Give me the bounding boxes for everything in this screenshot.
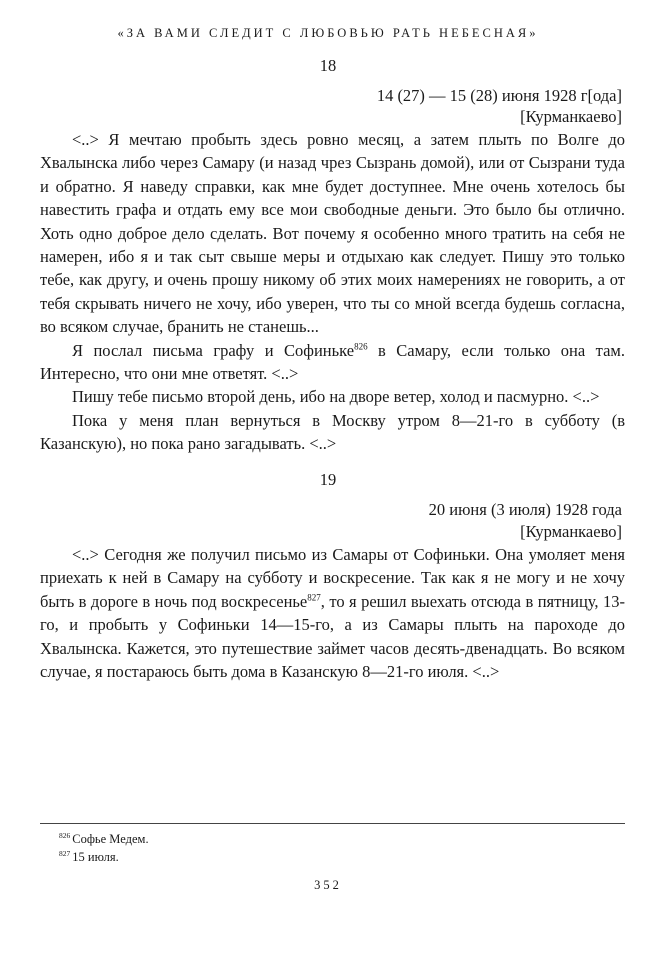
- paragraph: [40, 385, 625, 408]
- letter-place: [Курманкаево]: [520, 522, 622, 541]
- running-head: «ЗА ВАМИ СЛЕДИТ С ЛЮБОВЬЮ РАТЬ НЕБЕСНАЯ»: [117, 26, 539, 40]
- letter-body: [40, 543, 625, 683]
- footnote: [59, 832, 149, 847]
- letter-number: 19: [319, 470, 337, 489]
- paragraph-text: <..> Сегодня же получил письмо из Самары от Софиньки. Она умоляет меня приехать к ней в Самару на субботу и воскресение. Так как я не могу и не хочу быть в дороге в ночь под воскресенье: [40, 545, 625, 611]
- paragraph-text: <..> Я мечтаю пробыть здесь ровно месяц, а затем плыть по Волге до Хвалынска либо через Самару (и назад чрез Сызрань домой), или от Сызрани туда и обратно. Я наведу справки, как мне будет доступнее. Мне очень хотелось бы навестить графа и отдать ему все мои свободные деньги. Это было бы отлично. Хоть одно доброе дело сделать. Вот почему я особенно много тратить на себя не намерен, ибо я и так сыт свыше меры и отдыхаю как следует. Пишу это только тебе, как другу, и очень прошу никому об этих моих намерениях не говорить, а от тебя скрывать ничего не хочу, ибо уверен, что ты со мной всегда будешь согласна, во всяком случае, бранить не станешь...: [40, 130, 625, 337]
- footnote-mark: 826: [59, 830, 71, 840]
- paragraph: [40, 128, 625, 339]
- paragraph-text: в Самару, если только она там. Интересно, что они мне ответят. <..>: [40, 340, 625, 384]
- paragraph-text: Пишу тебе письмо второй день, ибо на дворе ветер, холод и пасмурно. <..>: [72, 387, 600, 407]
- letter-number: 18: [319, 56, 337, 75]
- paragraph: [40, 339, 625, 386]
- page-number: 352: [314, 878, 342, 892]
- footnote: [59, 850, 119, 865]
- footnote-ref: 826: [354, 341, 368, 352]
- footnote-divider: [40, 823, 625, 824]
- letter-place: [Курманкаево]: [520, 107, 622, 126]
- letter-body: [40, 128, 625, 456]
- paragraph-text: , то я решил выехать отсюда в пятницу, 13-го, и пробыть у Софиньки 14—15-го, а из Самары плыть на пароходе до Хвалынска. Кажется, это путешествие займет часов десять-двенадцать. Во всяком случае, я постараюсь быть дома в Казанскую 8—21-го июля. <..>: [40, 591, 625, 682]
- footnote-ref: 827: [307, 592, 321, 603]
- paragraph: [40, 543, 625, 683]
- footnote-text: Софье Медем.: [72, 832, 149, 846]
- footnote-mark: 827: [59, 848, 71, 858]
- letter-date: 20 июня (3 июля) 1928 года: [428, 500, 622, 519]
- paragraph-text: Я послал письма графу и Софиньке: [72, 340, 355, 360]
- paragraph: [40, 409, 625, 456]
- footnote-text: 15 июля.: [72, 850, 119, 864]
- paragraph-text: Пока у меня план вернуться в Москву утром 8—21-го в субботу (в Казанскую), но пока рано загадывать. <..>: [40, 410, 625, 454]
- letter-date: 14 (27) — 15 (28) июня 1928 г[ода]: [376, 86, 622, 105]
